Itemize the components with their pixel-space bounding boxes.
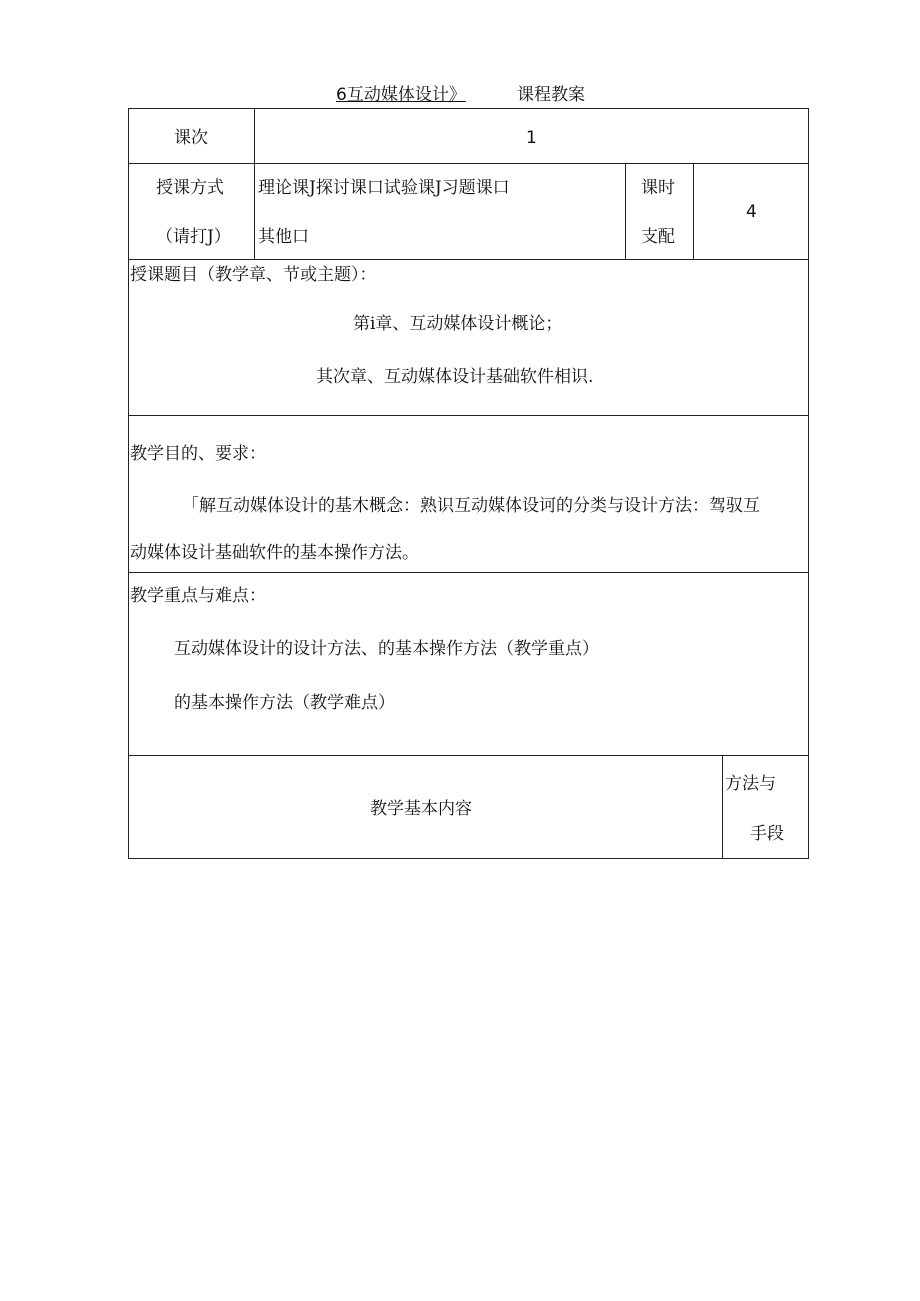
row-divider-5	[128, 755, 809, 756]
key-points-heading: 教学重点与难点：	[130, 586, 266, 606]
key-points-line-1: 互动媒体设计的设计方法、的基本操作方法（教学重点）	[174, 639, 599, 659]
teaching-method-label: 授课方式	[156, 178, 224, 198]
method-label-2: 手段	[750, 824, 784, 844]
class-hours-label-1: 课时	[641, 178, 675, 198]
teaching-method-options: 理论课J探讨课口试验课J习题课口	[258, 178, 510, 198]
hours-label-left-divider	[625, 163, 626, 260]
table-border-left	[128, 108, 129, 859]
teaching-method-hint: （请打J）	[156, 227, 231, 247]
row-divider-2	[128, 259, 809, 260]
objectives-line-1: 「解互动媒体设计的基木概念：熟识互动媒体设诃的分类与设计方法：驾驭互	[182, 496, 760, 516]
lesson-number-label: 课次	[174, 128, 208, 148]
hours-value-left-divider	[693, 163, 694, 260]
course-name: 6互动媒体设计》	[336, 85, 466, 105]
table-border-top	[128, 108, 809, 109]
topic-line-2: 其次章、互动媒体设计基础软件相识.	[316, 367, 594, 387]
topic-line-1: 第i章、互动媒体设计概论；	[353, 314, 563, 334]
objectives-heading: 教学目的、要求：	[130, 444, 266, 464]
topic-heading: 授课题目（教学章、节或主题）：	[130, 265, 377, 285]
label-column-divider	[254, 108, 255, 260]
method-column-divider	[722, 755, 723, 859]
row-divider-1	[128, 163, 809, 164]
class-hours-label-2: 支配	[641, 227, 675, 247]
document-type: 课程教案	[517, 85, 585, 105]
class-hours-value: 4	[746, 202, 757, 222]
method-label-1: 方法与	[725, 774, 776, 794]
teaching-method-other: 其他口	[258, 227, 309, 247]
row-divider-3	[128, 415, 809, 416]
table-border-bottom	[128, 858, 809, 859]
teaching-content-label: 教学基本内容	[370, 799, 472, 819]
key-points-line-2: 的基本操作方法（教学难点）	[174, 693, 395, 713]
row-divider-4	[128, 572, 809, 573]
objectives-line-2: 动媒体设计基础软件的基本操作方法。	[130, 543, 419, 563]
table-border-right	[808, 108, 809, 859]
lesson-number-value: 1	[526, 128, 537, 148]
